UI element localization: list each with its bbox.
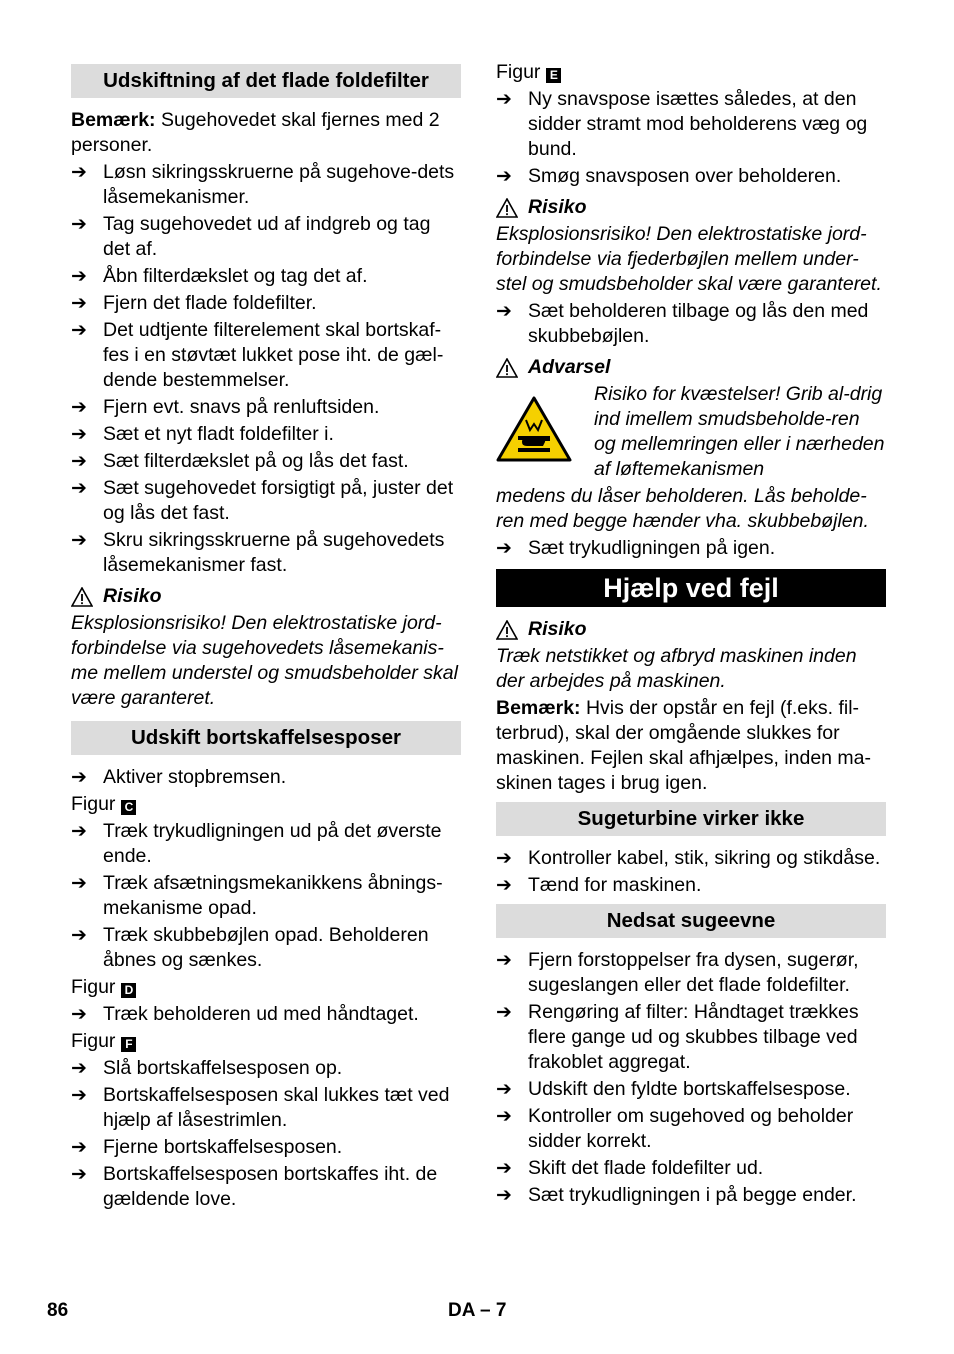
list-item: ➔ Træk beholderen ud med håndtaget. (71, 1003, 419, 1025)
list-item: ➔ Fjern evt. snavs på renluftsiden. (71, 396, 380, 418)
arrow-right-icon: ➔ (71, 767, 87, 788)
warning-text-below: medens du låser beholderen. Lås beholde-ren med begge hænder vha. skubbebøjlen. (496, 485, 869, 532)
arrow-right-icon: ➔ (71, 1004, 87, 1025)
figure-letter-box: D (121, 983, 136, 998)
list-item: ➔ Træk trykudligningen ud på det øverste ende. (71, 820, 442, 867)
arrow-right-icon: ➔ (496, 538, 512, 559)
arrow-right-icon: ➔ (496, 1106, 512, 1127)
arrow-right-icon: ➔ (496, 848, 512, 869)
arrow-right-icon: ➔ (71, 925, 87, 946)
list-item: ➔ Fjern det flade foldefilter. (71, 292, 317, 314)
list-item: ➔ Sæt et nyt fladt foldefilter i. (71, 423, 334, 445)
figure-ref-e: Figur E (496, 60, 886, 85)
list-item: ➔ Bortskaffelsesposen bortskaffes iht. de gældende love. (71, 1163, 438, 1210)
arrow-right-icon: ➔ (496, 1002, 512, 1023)
arrow-right-icon: ➔ (496, 89, 512, 110)
left-column (71, 58, 461, 1214)
list-item: ➔ Aktiver stopbremsen. (71, 766, 287, 788)
list-item: ➔ Sæt beholderen tilbage og lås den med skubbebøjlen. (496, 300, 869, 347)
figure-letter-box: E (546, 68, 561, 83)
list-item: ➔ Tag sugehovedet ud af indgreb og tag det af. (71, 213, 431, 260)
risk-label: Risiko (103, 585, 162, 607)
risk-text: Eksplosionsrisiko! Den elektrostatiske jord-forbindelse via sugehovedets låsemekanis-me mellem understel og smudsbeholder skal være garanteret. (71, 612, 458, 709)
arrow-right-icon: ➔ (496, 301, 512, 322)
list-item: ➔ Sæt trykudligningen på igen. (496, 537, 776, 559)
heading-flat-filter: Udskiftning af det flade foldefilter (71, 64, 461, 98)
right-column (496, 58, 886, 1210)
arrow-right-icon: ➔ (496, 166, 512, 187)
arrow-right-icon: ➔ (71, 397, 87, 418)
note-paragraph (496, 696, 886, 796)
list-item: ➔ Udskift den fyldte bortskaffelsespose. (496, 1078, 851, 1100)
note-label: Bemærk: (496, 697, 581, 719)
list-item: ➔ Åbn filterdækslet og tag det af. (71, 265, 368, 287)
arrow-right-icon: ➔ (496, 1079, 512, 1100)
arrow-right-icon: ➔ (71, 162, 87, 183)
section-title: Hjælp ved fejl (496, 569, 886, 607)
arrow-right-icon: ➔ (496, 950, 512, 971)
risk-text: Træk netstikket og afbryd maskinen inden der arbejdes på maskinen. (496, 645, 857, 692)
list-item: ➔ Tænd for maskinen. (496, 874, 702, 896)
list-item: ➔ Fjerne bortskaffelsesposen. (71, 1136, 343, 1158)
list-item: ➔ Kontroller om sugehoved og beholder sidder korrekt. (496, 1105, 854, 1152)
list-item: ➔ Slå bortskaffelsesposen op. (71, 1057, 343, 1079)
note-label: Bemærk: (71, 109, 156, 131)
risk-heading (496, 195, 886, 220)
step-list-flat-filter (71, 160, 461, 578)
warning-triangle-icon (496, 198, 518, 218)
arrow-right-icon: ➔ (71, 478, 87, 499)
arrow-right-icon: ➔ (71, 1164, 87, 1185)
risk-text: Eksplosionsrisiko! Den elektrostatiske jord-forbindelse via fjederbøjlen mellem under-stel og smudsbeholder skal være garanteret. (496, 223, 882, 295)
page-number: 86 (47, 1300, 69, 1321)
warning-heading (496, 355, 886, 380)
arrow-right-icon: ➔ (71, 451, 87, 472)
warning-block (496, 382, 886, 482)
figure-ref-c: Figur C (71, 792, 461, 817)
list-item: ➔ Rengøring af filter: Håndtaget trækkes flere gange ud og skubbes tilbage ved frakoblet aggregat. (496, 1001, 859, 1073)
arrow-right-icon: ➔ (71, 530, 87, 551)
note-text: Sugehovedet skal fjernes med 2 personer. (71, 109, 440, 156)
list-item: ➔ Kontroller kabel, stik, sikring og stikdåse. (496, 847, 881, 869)
list-item: ➔ Løsn sikringsskruerne på sugehove-dets låsemekanismer. (71, 161, 455, 208)
warning-label: Advarsel (528, 356, 611, 378)
list-item: ➔ Det udtjente filterelement skal bortskaf-fes i en støvtæt lukket pose iht. de gæl-dende bestemmelser. (71, 319, 444, 391)
risk-label: Risiko (528, 618, 587, 640)
list-item: ➔ Sæt sugehovedet forsigtigt på, juster det og lås det fast. (71, 477, 454, 524)
hand-crush-warning-sign (496, 396, 572, 462)
arrow-right-icon: ➔ (71, 266, 87, 287)
risk-heading (496, 617, 886, 642)
list-item: ➔ Sæt trykudligningen i på begge ender. (496, 1184, 857, 1206)
arrow-right-icon: ➔ (496, 875, 512, 896)
figure-ref-d: Figur D (71, 975, 461, 1000)
heading-turbine: Sugeturbine virker ikke (496, 802, 886, 836)
list-item: ➔ Smøg snavsposen over beholderen. (496, 165, 842, 187)
arrow-right-icon: ➔ (71, 424, 87, 445)
list-item: ➔ Skru sikringsskruerne på sugehovedets låsemekanismer fast. (71, 529, 445, 576)
arrow-right-icon: ➔ (71, 873, 87, 894)
arrow-right-icon: ➔ (496, 1185, 512, 1206)
arrow-right-icon: ➔ (71, 214, 87, 235)
list-item: ➔ Bortskaffelsesposen skal lukkes tæt ved hjælp af låsestrimlen. (71, 1084, 450, 1131)
arrow-right-icon: ➔ (71, 1085, 87, 1106)
warning-triangle-icon (496, 358, 518, 378)
list-item: ➔ Skift det flade foldefilter ud. (496, 1157, 764, 1179)
figure-letter-box: C (121, 800, 136, 815)
list-item: ➔ Fjern forstoppelser fra dysen, sugerør, sugeslangen eller det flade foldefilter. (496, 949, 859, 996)
note-text: Hvis der opstår en fejl (f.eks. fil-terbrud), skal der omgående slukkes for maskinen. Fejlen skal afhjælpes, inden ma-skinen tages i brug igen. (496, 697, 872, 794)
arrow-right-icon: ➔ (71, 293, 87, 314)
arrow-right-icon: ➔ (71, 1058, 87, 1079)
list-item: ➔ Sæt filterdækslet på og lås det fast. (71, 450, 409, 472)
arrow-right-icon: ➔ (71, 1137, 87, 1158)
note-paragraph (71, 108, 461, 158)
arrow-right-icon: ➔ (71, 821, 87, 842)
heading-suction: Nedsat sugeevne (496, 904, 886, 938)
warning-text-side: Risiko for kvæstelser! Grib al-drig ind imellem smudsbeholde-ren og mellemringen eller i nærheden af løftemekanismen (594, 383, 885, 480)
warning-triangle-icon (71, 587, 93, 607)
list-item: ➔ Træk skubbebøjlen opad. Beholderen åbnes og sænkes. (71, 924, 429, 971)
warning-triangle-icon (496, 620, 518, 640)
figure-ref-f: Figur F (71, 1029, 461, 1054)
figure-letter-box: F (121, 1037, 136, 1052)
risk-label: Risiko (528, 196, 587, 218)
risk-heading (71, 584, 461, 609)
arrow-right-icon: ➔ (71, 320, 87, 341)
arrow-right-icon: ➔ (496, 1158, 512, 1179)
list-item: ➔ Ny snavspose isættes således, at den sidder stramt mod beholderens væg og bund. (496, 88, 868, 160)
language-page-label: DA – 7 (448, 1300, 507, 1321)
heading-disposal-bags: Udskift bortskaffelsesposer (71, 721, 461, 755)
list-item: ➔ Træk afsætningsmekanikkens åbnings-mekanisme opad. (71, 872, 443, 919)
